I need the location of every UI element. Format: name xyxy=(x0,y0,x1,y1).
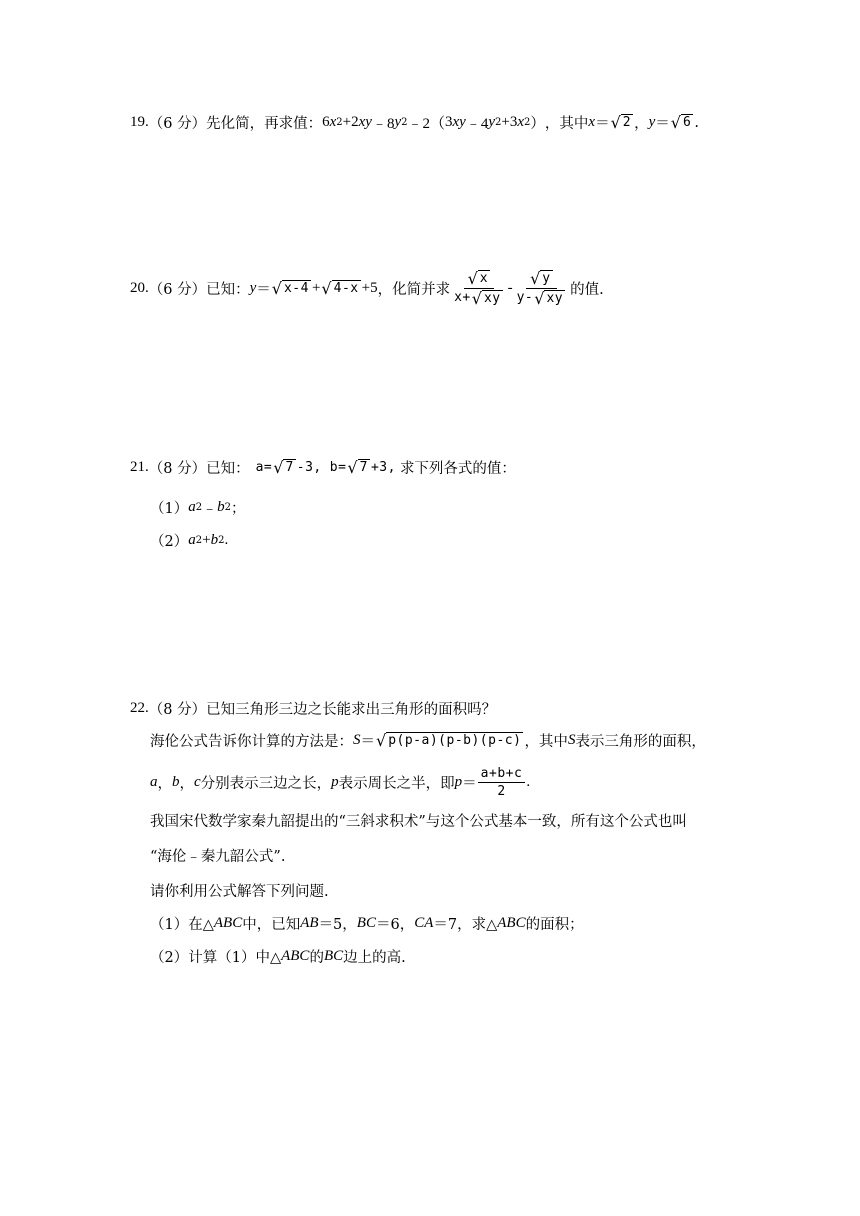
q21-part1: （1） a 2 ﹣ b 2 ； xyxy=(150,499,246,517)
q22-sides-line: a ， b ， c 分别表示三边之长， p 表示周长之半，即 p ＝ $\frac{a+b+c}{2}$ . xyxy=(150,766,531,799)
q22-number: 22. xyxy=(130,700,149,716)
q22-part1: （1）在△ ABC 中，已知 AB ＝5， BC ＝6， CA ＝7，求△ ABC 的面积； xyxy=(150,915,584,933)
q22-part2: （2）计算（1）中△ ABC 的 BC 边上的高. xyxy=(150,948,406,966)
sqrt-x-minus-4: √ x-4 xyxy=(271,279,309,298)
fraction-2: √ y y- √ xy xyxy=(516,269,564,308)
half-perimeter-fraction: $\frac{a+b+c}{2}$ xyxy=(478,766,526,799)
heron-sqrt: √ p(p-a)(p-b)(p-c) xyxy=(376,731,522,750)
q22-instruction: 请你利用公式解答下列问题. xyxy=(150,884,329,900)
fraction-1: √ x x+ √ xy xyxy=(454,269,501,308)
q21-part2: （2） a 2 + b 2 . xyxy=(150,532,229,550)
q21-score: （8 分） xyxy=(148,461,207,477)
q20-score: （6 分） xyxy=(148,282,207,298)
q22-heron-line: 海伦公式告诉你计算的方法是： S ＝ √ p(p-a)(p-b)(p-c) ，其中 S 表示三角形的面积， xyxy=(150,731,706,750)
q21-number: 21. xyxy=(130,459,149,475)
q22-formula-name: “海伦﹣秦九韶公式”. xyxy=(150,849,286,865)
q19-score: （6 分） xyxy=(148,116,207,132)
q22-history-line: 我国宋代数学家秦九韶提出的“三斜求积术”与这个公式基本一致，所有这个公式也叫 xyxy=(150,814,687,830)
sqrt-6: √ 6 xyxy=(670,113,692,132)
q21-line: 21. （8 分） 已知： a= √ 7 -3, b= √ 7 +3, 求下列各式的值： xyxy=(130,458,516,477)
sqrt-4-minus-x: √ 4-x xyxy=(321,279,359,298)
q20-number: 20. xyxy=(130,280,149,296)
q22-title: 已知三角形三边之长能求出三角形的面积吗？ xyxy=(206,702,497,718)
q19-lead: 先化简，再求值： xyxy=(206,116,323,132)
q22-score: （8 分） xyxy=(148,702,207,718)
sqrt-7-a: √ 7 xyxy=(273,458,294,477)
sqrt-7-b: √ 7 xyxy=(347,458,368,477)
q19-line: 19. （6 分） 先化简，再求值： 6 x 2 +2 xy ﹣8 y 2 ﹣2（ 3 xy ﹣4 y 2 +3 x 2 ） ，其中 x ＝ √ 2 ， y ＝ √ 6 . xyxy=(130,113,699,132)
q20-line: 20. （6 分） 已知： y ＝ √ x-4 + √ 4-x +5 ，化简并求 √ x x+ √ xy - √ y y- √ xy 的值. xyxy=(130,269,604,308)
q19-number: 19. xyxy=(130,114,149,130)
q22-line xyxy=(130,698,496,719)
sqrt-2: √ 2 xyxy=(610,113,632,132)
